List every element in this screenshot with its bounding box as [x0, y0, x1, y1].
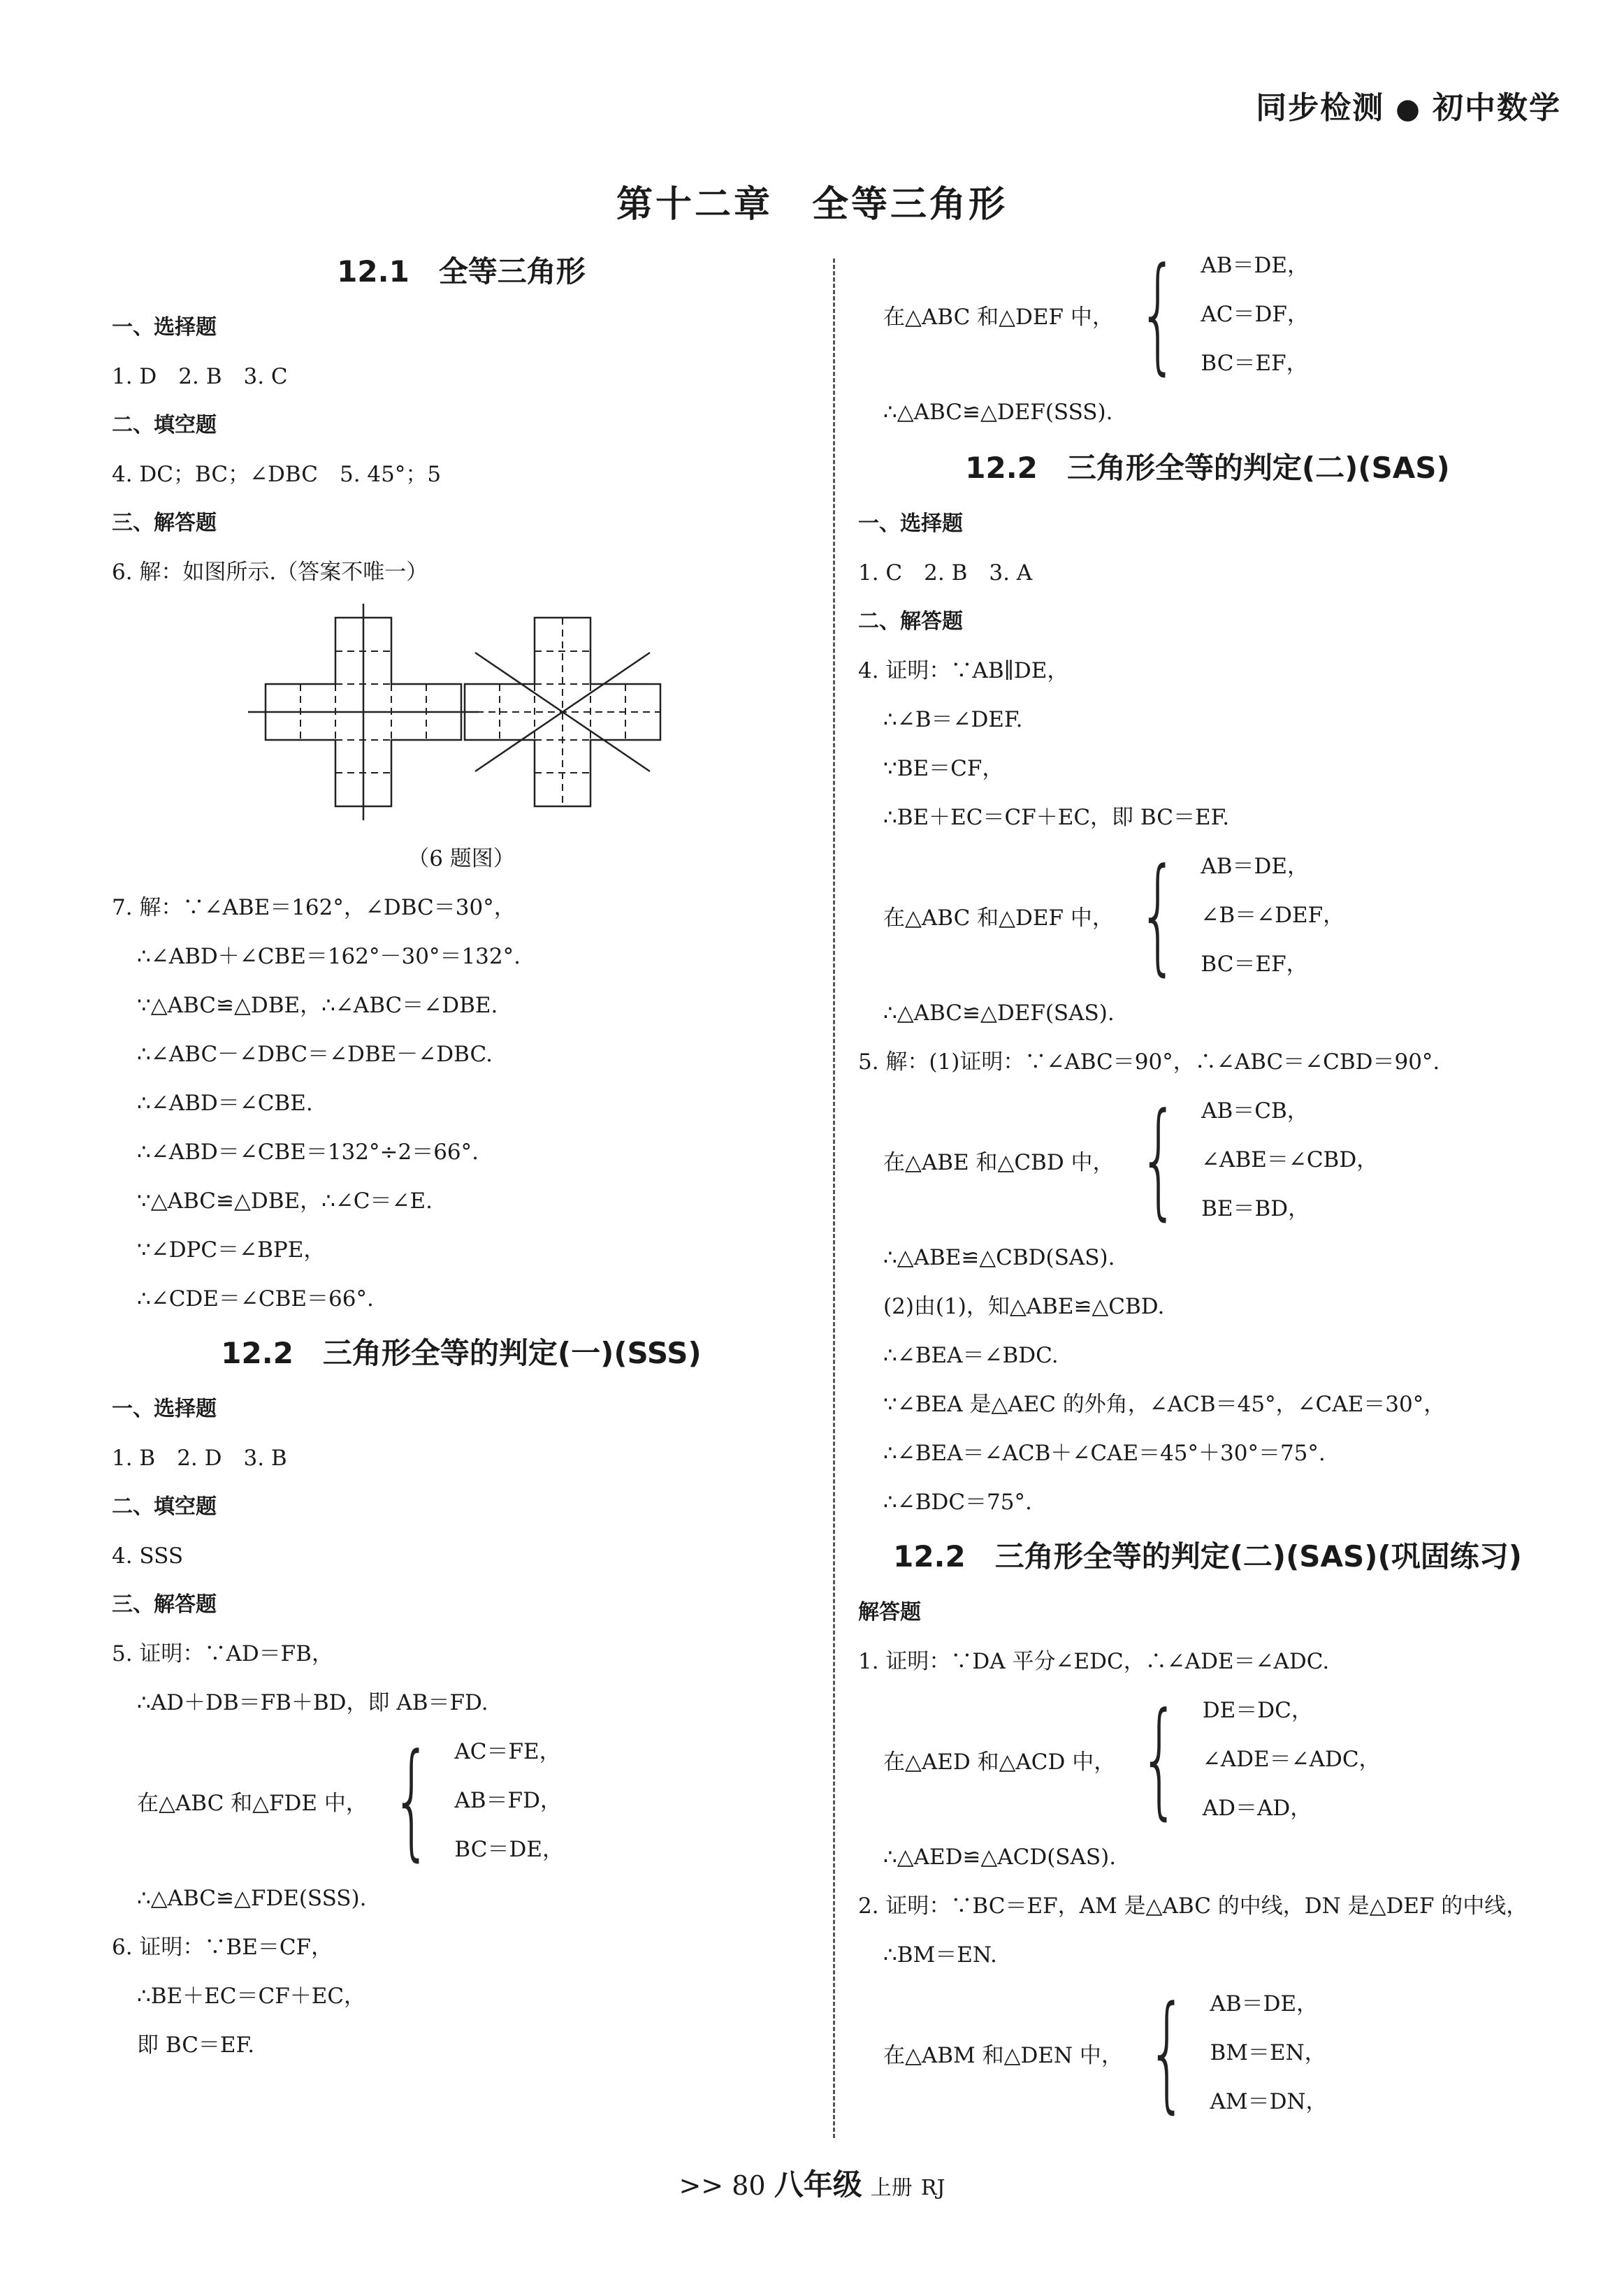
solution-line: ∴∠ABC－∠DBC＝∠DBE－∠DBC. [137, 1042, 493, 1067]
brace-icon: { [1138, 1087, 1179, 1233]
brace-group [858, 241, 1557, 388]
brace-item: BC＝EF， [1201, 952, 1308, 977]
brace-item: AM＝DN， [1210, 2089, 1328, 2114]
brace-item: AB＝DE， [1210, 1991, 1319, 2016]
brace-item: ∠B＝∠DEF， [1201, 903, 1345, 928]
solution-line: ∴△ABC≌△DEF(SSS). [883, 400, 1113, 425]
solution-line: ∴∠ABD＝∠CBE. [137, 1091, 313, 1116]
left-column [112, 245, 811, 2070]
figure-caption: （6 题图） [407, 846, 515, 871]
solution-line: 4. 证明：∵AB∥DE， [858, 658, 1069, 683]
brace-item: AD＝AD， [1202, 1796, 1312, 1821]
solution-line: ∵BE＝CF， [883, 756, 1004, 781]
subsection-heading: 二、填空题 [112, 413, 217, 437]
brace-lead: 在△AED 和△ACD 中， [883, 1749, 1116, 1775]
subsection-heading: 解答题 [858, 1600, 921, 1625]
brace-item: BM＝EN， [1210, 2040, 1326, 2065]
solution-line: ∴△ABE≌△CBD(SAS). [883, 1245, 1115, 1270]
subsection-heading: 一、选择题 [858, 511, 963, 536]
brace-icon: { [1139, 1686, 1180, 1832]
brace-group [858, 842, 1557, 989]
brace-lead: 在△ABC 和△FDE 中， [137, 1790, 368, 1816]
column-divider [833, 259, 835, 2138]
solution-line: ∴∠BEA＝∠ACB＋∠CAE＝45°＋30°＝75°. [883, 1441, 1326, 1466]
answer-line: 4. DC；BC；∠DBC 5. 45°；5 [112, 462, 442, 487]
answer-line: 4. SSS [112, 1543, 184, 1569]
subsection-heading: 二、填空题 [112, 1495, 217, 1519]
brace-item: ∠ABE＝∠CBD， [1201, 1147, 1379, 1172]
solution-line: 即 BC＝EF. [137, 2033, 255, 2058]
solution-line: ∴BM＝EN. [883, 1942, 997, 1968]
solution-line: ∴△AED≌△ACD(SAS). [883, 1845, 1117, 1870]
grade-label: 八年级 [774, 2167, 862, 2202]
solution-line: ∴BE＋EC＝CF＋EC， [137, 1984, 366, 2009]
subsection-heading: 三、解答题 [112, 1592, 217, 1617]
brace-lead: 在△ABC 和△DEF 中， [883, 905, 1114, 931]
page-number: >> 80 [679, 2170, 766, 2201]
solution-line: ∴∠CDE＝∠CBE＝66°. [137, 1286, 374, 1311]
brace-item: AB＝DE， [1201, 253, 1310, 278]
brace-item: DE＝DC， [1202, 1698, 1313, 1723]
solution-line: ∴∠BDC＝75°. [883, 1490, 1032, 1515]
brace-item: AC＝DF， [1201, 302, 1309, 327]
solution-line: 5. 解：(1)证明：∵∠ABC＝90°，∴∠ABC＝∠CBD＝90°. [858, 1049, 1440, 1075]
solution-line: ∴AD＋DB＝FB＋BD，即 AB＝FD. [137, 1690, 488, 1715]
brace-item: BC＝DE， [454, 1837, 564, 1862]
section-title: 12.2 三角形全等的判定(一)(SSS) [221, 1336, 702, 1370]
solution-line: (2)由(1)，知△ABE≌△CBD. [883, 1294, 1165, 1319]
brace-icon: { [1138, 241, 1178, 387]
brace-lead: 在△ABE 和△CBD 中， [883, 1149, 1115, 1175]
header-series: 同步检测 [1256, 90, 1385, 126]
page-header [1256, 82, 1561, 127]
answer-line: 1. D 2. B 3. C [112, 364, 288, 389]
brace-group [858, 1979, 1557, 2126]
solution-line: ∵∠DPC＝∠BPE， [137, 1237, 326, 1263]
section-title: 12.2 三角形全等的判定(二)(SAS) [965, 451, 1450, 485]
brace-group [112, 1727, 811, 1874]
header-subject: 初中数学 [1433, 90, 1561, 126]
solution-line: ∵∠BEA 是△AEC 的外角，∠ACB＝45°，∠CAE＝30°， [883, 1392, 1446, 1417]
solution-line: 5. 证明：∵AD＝FB， [112, 1641, 333, 1666]
lightbulb-icon: ● [1395, 93, 1421, 125]
subsection-heading: 三、解答题 [112, 511, 217, 535]
solution-line: ∴∠BEA＝∠BDC. [883, 1343, 1059, 1368]
solution-line: ∴∠ABD＝∠CBE＝132°÷2＝66°. [137, 1140, 479, 1165]
brace-item: ∠ADE＝∠ADC， [1202, 1747, 1381, 1772]
solution-line: 1. 证明：∵DA 平分∠EDC，∴∠ADE＝∠ADC. [858, 1649, 1330, 1674]
cross-diagram [112, 597, 811, 834]
brace-item: AC＝FE， [454, 1739, 561, 1764]
solution-line: ∴△ABC≌△FDE(SSS). [137, 1886, 367, 1911]
solution-line: ∴△ABC≌△DEF(SAS). [883, 1001, 1115, 1026]
brace-group [858, 1087, 1557, 1233]
volume-label: 上册 [870, 2176, 913, 2200]
subsection-heading: 一、选择题 [112, 1397, 217, 1421]
chapter-title: 第十二章 全等三角形 [616, 184, 1008, 226]
brace-item: AB＝DE， [1201, 854, 1310, 879]
answer-line: 6. 解：如图所示.（答案不唯一） [112, 560, 428, 585]
answer-line: 1. B 2. D 3. B [112, 1446, 287, 1471]
solution-line: 7. 解：∵∠ABE＝162°，∠DBC＝30°， [112, 895, 516, 920]
section-title: 12.2 三角形全等的判定(二)(SAS)(巩固练习) [893, 1539, 1522, 1574]
brace-lead: 在△ABM 和△DEN 中， [883, 2042, 1123, 2068]
brace-icon: { [391, 1727, 432, 1873]
solution-line: 2. 证明：∵BC＝EF，AM 是△ABC 的中线，DN 是△DEF 的中线， [858, 1894, 1528, 1919]
subsection-heading: 一、选择题 [112, 315, 217, 340]
answer-line: 1. C 2. B 3. A [858, 560, 1033, 586]
solution-line: ∴∠B＝∠DEF. [883, 707, 1023, 732]
solution-line: ∵△ABC≌△DBE，∴∠C＝∠E. [137, 1189, 433, 1214]
subsection-heading: 二、解答题 [858, 609, 963, 634]
brace-item: BE＝BD， [1201, 1196, 1310, 1221]
brace-item: AB＝FD， [454, 1788, 562, 1813]
solution-line: ∴∠ABD＋∠CBE＝162°－30°＝132°. [137, 944, 521, 969]
brace-icon: { [1138, 842, 1178, 988]
section-title: 12.1 全等三角形 [337, 254, 586, 289]
right-column [858, 241, 1557, 2126]
solution-line: ∵△ABC≌△DBE，∴∠ABC＝∠DBE. [137, 993, 498, 1018]
page-footer [0, 2162, 1624, 2204]
solution-line: ∴BE＋EC＝CF＋EC，即 BC＝EF. [883, 805, 1230, 830]
solution-line: 6. 证明：∵BE＝CF， [112, 1935, 333, 1960]
cross-figure [112, 597, 811, 834]
brace-group [858, 1686, 1557, 1833]
edition-label: RJ [920, 2176, 945, 2200]
brace-item: BC＝EF， [1201, 351, 1308, 376]
brace-lead: 在△ABC 和△DEF 中， [883, 304, 1114, 330]
brace-item: AB＝CB， [1201, 1098, 1309, 1124]
brace-icon: { [1147, 1979, 1187, 2125]
